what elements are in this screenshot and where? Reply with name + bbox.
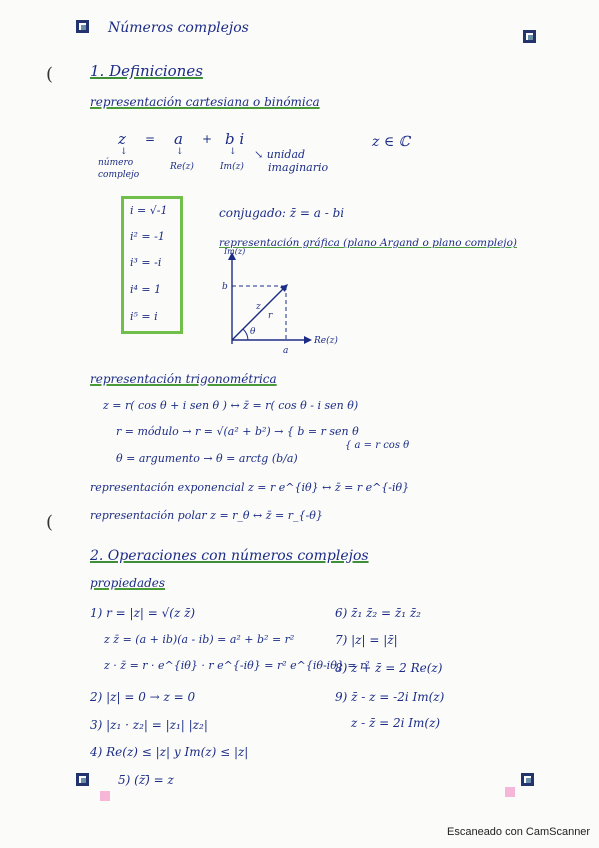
power-i4: i⁴ = 1 bbox=[130, 283, 162, 296]
arrow-a: ↓ bbox=[176, 147, 184, 157]
corner-marker-bottom-right bbox=[521, 773, 534, 786]
property-5: 5) (z̄)̄ = z bbox=[118, 773, 174, 787]
property-9: 9) z̄ - z = -2i Im(z) bbox=[335, 690, 445, 704]
graph-theta-label: θ bbox=[250, 327, 256, 337]
property-7: 7) |z| = |z̄| bbox=[335, 633, 398, 647]
a-symbol: a bbox=[174, 130, 183, 148]
re-axis-arrow bbox=[304, 336, 312, 344]
label-re: Re(z) bbox=[170, 162, 194, 172]
trig-line-2: r = módulo → r = √(a² + b²) → { b = r sen θ bbox=[116, 425, 359, 438]
power-i1: i = √-1 bbox=[130, 204, 168, 217]
page-title: Números complejos bbox=[108, 20, 249, 36]
polar-line: representación polar z = r_θ ↔ z̄ = r_{-θ} bbox=[90, 509, 323, 522]
graph-x-label: Re(z) bbox=[314, 336, 338, 346]
trig-line-2b: { a = r cos θ bbox=[345, 440, 410, 451]
section-1-heading: 1. Definiciones bbox=[90, 62, 203, 80]
equals: = bbox=[145, 132, 156, 146]
property-6: 6) z̄₁ z̄₂ = z̄₁ z̄₂ bbox=[335, 606, 421, 620]
binder-hole-2: ( bbox=[46, 512, 54, 533]
modulus-vector bbox=[232, 286, 286, 340]
angle-arc bbox=[243, 329, 248, 340]
unidad-note: ↘ unidad bbox=[254, 148, 306, 161]
label-numero: número bbox=[98, 158, 134, 168]
cartesian-label: representación cartesiana o binómica bbox=[90, 95, 320, 109]
corner-marker-top-left bbox=[76, 20, 89, 33]
power-i3: i³ = -i bbox=[130, 256, 162, 269]
graph-b-label: b bbox=[222, 282, 228, 292]
pink-marker-left bbox=[100, 791, 110, 801]
plus: + bbox=[202, 132, 213, 146]
property-1b: z z̄ = (a + ib)(a - ib) = a² + b² = r² bbox=[104, 633, 295, 646]
bi-symbol: b i bbox=[225, 130, 245, 148]
graph-label: representación gráfica (plano Argand o plano complejo) bbox=[219, 237, 517, 249]
arrow-b: ↓ bbox=[229, 147, 237, 157]
imaginario-note: imaginario bbox=[268, 161, 329, 174]
power-i2: i² = -1 bbox=[130, 230, 165, 243]
property-3: 3) |z₁ · z₂| = |z₁| |z₂| bbox=[90, 718, 208, 732]
trig-line-1: z = r( cos θ + i sen θ ) ↔ z̄ = r( cos θ - i sen θ) bbox=[103, 399, 359, 412]
graph-r-label: r bbox=[268, 311, 273, 321]
property-4: 4) Re(z) ≤ |z| y Im(z) ≤ |z| bbox=[90, 745, 249, 759]
property-2: 2) |z| = 0 → z = 0 bbox=[90, 690, 196, 704]
pink-marker-right bbox=[505, 787, 515, 797]
corner-marker-bottom-left bbox=[76, 773, 89, 786]
graph-z-label: z bbox=[256, 302, 261, 312]
graph-y-label: Im(z) bbox=[224, 247, 246, 256]
property-9b: z - z̄ = 2i Im(z) bbox=[351, 716, 441, 730]
section-2-heading: 2. Operaciones con números complejos bbox=[90, 548, 369, 564]
graph-a-label: a bbox=[283, 346, 289, 356]
arrow-z: ↓ bbox=[120, 147, 128, 157]
label-complejo: complejo bbox=[98, 170, 140, 180]
corner-marker-top-right bbox=[523, 30, 536, 43]
trig-line-3: θ = argumento → θ = arctg (b/a) bbox=[116, 452, 298, 465]
trig-heading: representación trigonométrica bbox=[90, 372, 277, 386]
power-i5: i⁵ = i bbox=[130, 310, 158, 323]
complex-set: z ∈ ℂ bbox=[372, 134, 410, 150]
scanner-watermark: Escaneado con CamScanner bbox=[447, 826, 591, 838]
binder-hole-1: ( bbox=[46, 64, 54, 85]
label-im: Im(z) bbox=[220, 162, 244, 172]
argand-diagram bbox=[210, 246, 350, 356]
properties-heading: propiedades bbox=[90, 576, 166, 590]
conjugate-line: conjugado: z̄ = a - bi bbox=[219, 206, 345, 220]
property-1c: z · z̄ = r · e^{iθ} · r e^{-iθ} = r² e^{iθ-iθ} = r² bbox=[104, 659, 370, 672]
property-8: 8) z + z̄ = 2 Re(z) bbox=[335, 661, 443, 675]
property-1: 1) r = |z| = √(z z̄) bbox=[90, 606, 196, 620]
z-symbol: z bbox=[118, 130, 126, 148]
exponential-line: representación exponencial z = r e^{iθ} ↔ z̄ = r e^{-iθ} bbox=[90, 481, 410, 494]
